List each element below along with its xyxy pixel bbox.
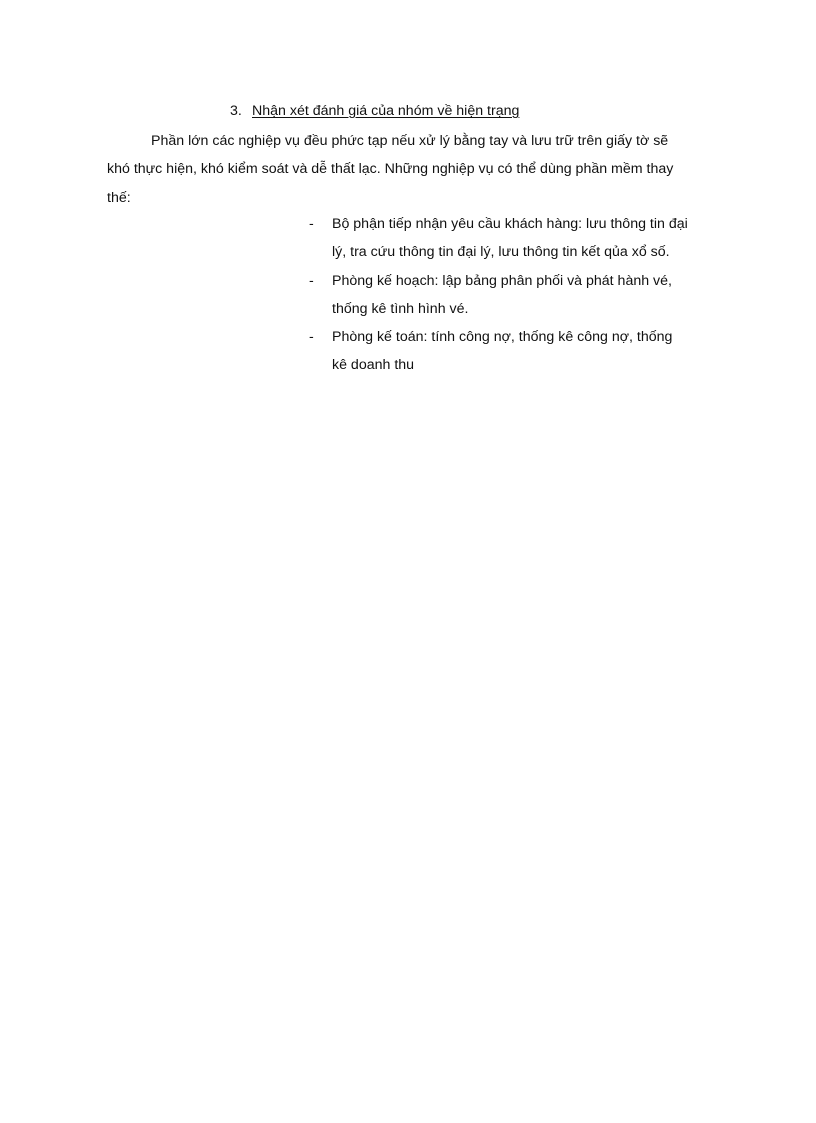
paragraph-line: Phần lớn các nghiệp vụ đều phức tạp nếu xử lý bằng tay và lưu trữ trên giấy tờ sẽ <box>151 133 669 149</box>
section-number: 3. <box>230 103 242 119</box>
list-item-line: lý, tra cứu thông tin đại lý, lưu thông tin kết qủa xổ số. <box>332 244 670 261</box>
list-item <box>307 267 717 324</box>
list-item-line: kê doanh thu <box>332 357 415 374</box>
list-item-line: Bộ phận tiếp nhận yêu cầu khách hàng: lưu thông tin đại <box>332 216 688 232</box>
list-item <box>307 210 717 267</box>
list-item-line: thống kê tình hình vé. <box>332 300 469 317</box>
list-item-line: Phòng kế toán: tính công nợ, thống kê công nợ, thống <box>332 329 673 346</box>
bullet-dash: - <box>309 272 314 289</box>
paragraph-line: thế: <box>107 189 131 206</box>
bullet-dash: - <box>309 216 314 232</box>
bullet-list <box>307 210 717 380</box>
paragraph-line: khó thực hiện, khó kiểm soát và dễ thất lạc. Những nghiệp vụ có thể dùng phần mềm thay <box>107 161 674 178</box>
bullet-dash: - <box>309 329 314 346</box>
section-title: Nhận xét đánh giá của nhóm về hiện trạng <box>252 103 520 119</box>
body-paragraph <box>107 127 712 212</box>
list-item <box>307 323 717 380</box>
list-item-line: Phòng kế hoạch: lập bảng phân phối và phát hành vé, <box>332 272 672 289</box>
section-heading <box>230 101 519 121</box>
